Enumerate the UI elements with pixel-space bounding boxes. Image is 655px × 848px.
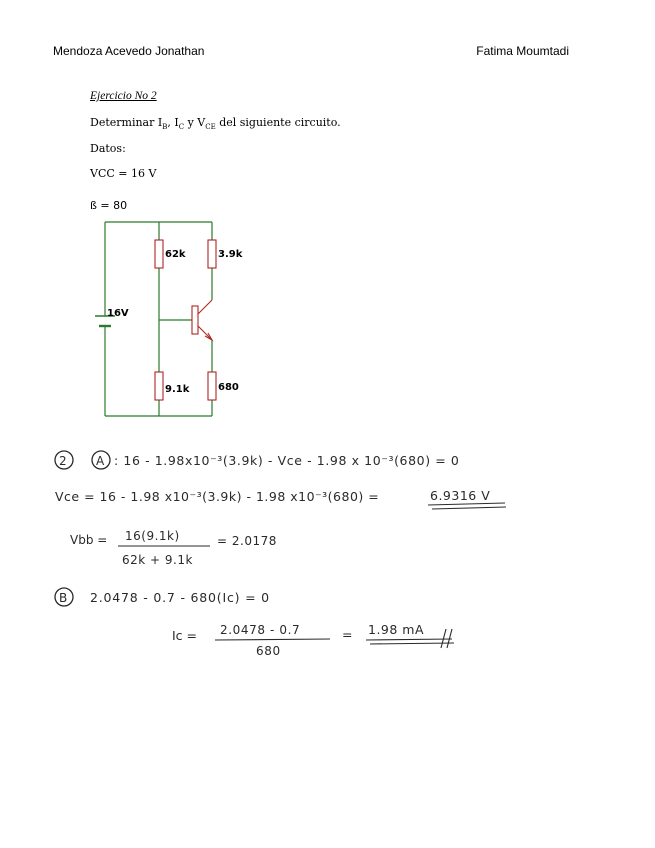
label-16v: 16V (107, 308, 129, 319)
vbb-denominator: 62k + 9.1k (122, 553, 193, 567)
kvl-equation-b: 2.0478 - 0.7 - 680(Ic) = 0 (90, 590, 270, 605)
datos-label: Datos: (90, 142, 126, 155)
kvl-equation-a: : 16 - 1.98x10⁻³(3.9k) - Vce - 1.98 x 10⁻³(680) = 0 (114, 453, 460, 468)
vcc-value: VCC = 16 V (90, 167, 157, 180)
marker-a: A (96, 454, 105, 468)
marker-2: 2 (59, 454, 67, 468)
vbb-lhs: Vbb = (70, 533, 108, 547)
beta-value: ß = 80 (90, 199, 128, 212)
question-prefix: Determinar I (90, 116, 163, 129)
label-680: 680 (218, 382, 239, 393)
marker-b: B (59, 591, 68, 605)
question-suffix: del siguiente circuito. (215, 116, 341, 129)
ic-equals: = (342, 627, 353, 642)
ic-denominator: 680 (256, 644, 281, 658)
vbb-result: = 2.0178 (217, 534, 277, 548)
label-62k: 62k (165, 249, 186, 260)
sub-b: B (162, 123, 168, 132)
question-sep2: y V (184, 116, 206, 129)
author-left: Mendoza Acevedo Jonathan (53, 44, 205, 58)
vce-result: 6.9316 V (430, 488, 491, 503)
vce-equation: Vce = 16 - 1.98 x10⁻³(3.9k) - 1.98 x10⁻³(680) = (55, 489, 380, 504)
question-sep1: , I (167, 116, 179, 129)
ic-result: 1.98 mA (368, 622, 425, 637)
vbb-numerator: 16(9.1k) (125, 529, 180, 543)
ic-lhs: Ic = (172, 628, 198, 643)
label-9.1k: 9.1k (165, 384, 190, 395)
author-right: Fatima Moumtadi (476, 44, 569, 58)
ic-numerator: 2.0478 - 0.7 (220, 623, 301, 637)
sub-c: C (178, 123, 185, 132)
sub-ce: CE (205, 123, 216, 132)
label-3.9k: 3.9k (218, 249, 243, 260)
exercise-title: Ejercicio No 2 (90, 90, 157, 102)
